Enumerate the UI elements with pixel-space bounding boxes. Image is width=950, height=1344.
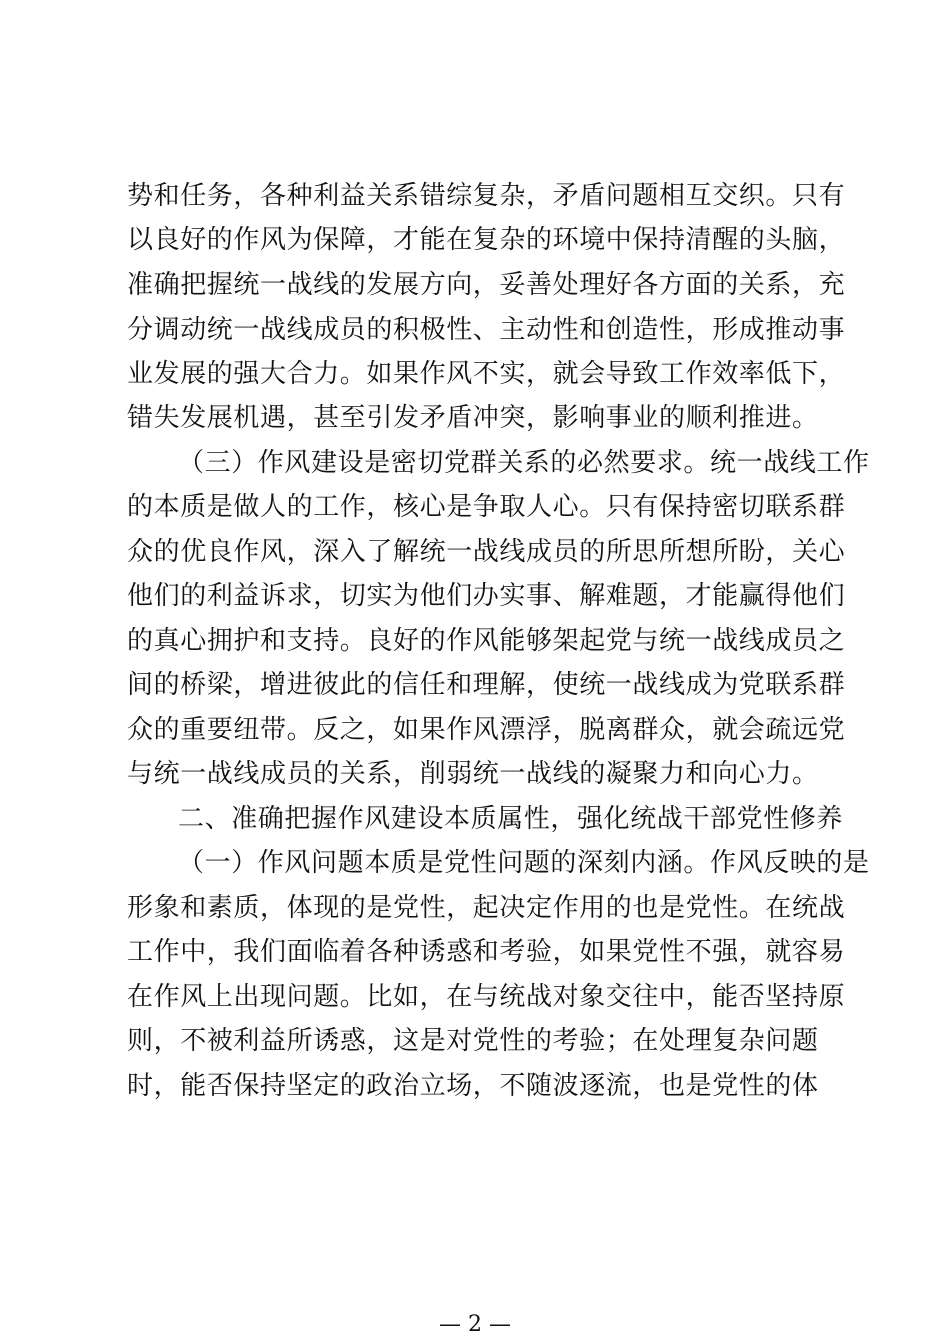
paragraph-start-line: （一）作风问题本质是党性问题的深刻内涵。作风反映的是 xyxy=(178,848,870,878)
paragraph-start-line: （三）作风建设是密切党群关系的必然要求。统一战线工作 xyxy=(178,448,870,478)
text-line: 与统一战线成员的关系，削弱统一战线的凝聚力和向心力。 xyxy=(127,759,819,789)
text-line: 形象和素质，体现的是党性，起决定作用的也是党性。在统战 xyxy=(127,893,846,923)
text-line: 的本质是做人的工作，核心是争取人心。只有保持密切联系群 xyxy=(127,492,846,522)
text-line: 分调动统一战线成员的积极性、主动性和创造性，形成推动事 xyxy=(127,315,846,345)
text-line: 他们的利益诉求，切实为他们办实事、解难题，才能赢得他们 xyxy=(127,581,846,611)
text-line: 工作中，我们面临着各种诱惑和考验，如果党性不强，就容易 xyxy=(127,937,846,967)
page-number: — 2 — xyxy=(439,1312,511,1337)
text-line: 的真心拥护和支持。良好的作风能够架起党与统一战线成员之 xyxy=(127,626,846,656)
text-line: 众的重要纽带。反之，如果作风漂浮，脱离群众，就会疏远党 xyxy=(127,715,846,745)
text-line: 势和任务，各种利益关系错综复杂，矛盾问题相互交织。只有 xyxy=(127,181,846,211)
text-line: 众的优良作风，深入了解统一战线成员的所思所想所盼，关心 xyxy=(127,537,846,567)
text-line: 准确把握统一战线的发展方向，妥善处理好各方面的关系，充 xyxy=(127,270,846,300)
text-line: 以良好的作风为保障，才能在复杂的环境中保持清醒的头脑， xyxy=(127,225,846,255)
text-line: 时，能否保持坚定的政治立场，不随波逐流，也是党性的体 xyxy=(127,1071,819,1101)
text-line: 在作风上出现问题。比如，在与统战对象交往中，能否坚持原 xyxy=(127,982,846,1012)
text-line: 业发展的强大合力。如果作风不实，就会导致工作效率低下， xyxy=(127,359,846,389)
text-line: 则，不被利益所诱惑，这是对党性的考验；在处理复杂问题 xyxy=(127,1026,819,1056)
text-line: 错失发展机遇，甚至引发矛盾冲突，影响事业的顺利推进。 xyxy=(127,403,819,433)
section-heading: 二、准确把握作风建设本质属性，强化统战干部党性修养 xyxy=(178,804,844,834)
text-line: 间的桥梁，增进彼此的信任和理解，使统一战线成为党联系群 xyxy=(127,670,846,700)
